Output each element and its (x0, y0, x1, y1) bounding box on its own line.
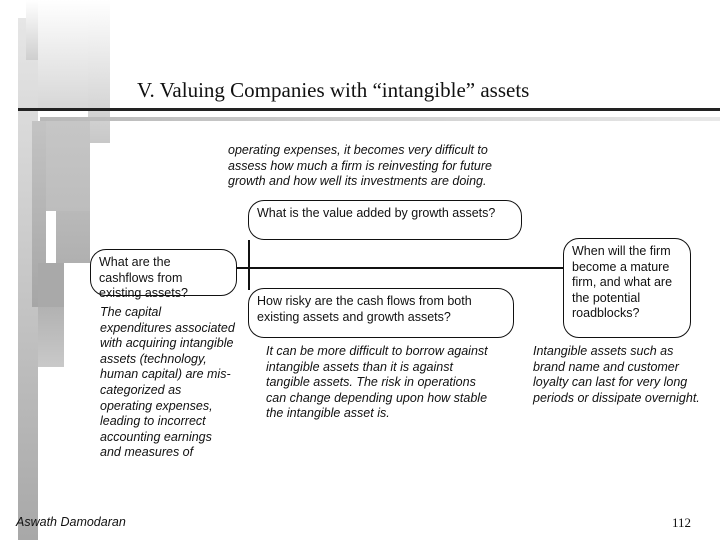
intro-note: operating expenses, it becomes very difficult to assess how much a firm is reinvesting for future growth and how well its investments are doing. (228, 143, 492, 189)
connector-line (248, 240, 250, 290)
title-divider (18, 108, 720, 111)
slide-title: V. Valuing Companies with “intangible” assets (137, 78, 530, 102)
title-underline-shadow (40, 117, 720, 121)
note-brand: Intangible assets such as brand name and customer loyalty can last for very long periods or dissipate overnight. (533, 344, 700, 405)
box-growth-value: What is the value added by growth assets? (248, 200, 522, 240)
decorative-bar (38, 307, 64, 367)
decorative-bar (56, 211, 90, 263)
decorative-bar (38, 0, 88, 108)
page-number: 112 (672, 515, 692, 530)
box-risk: How risky are the cash flows from both existing assets and growth assets? (248, 288, 514, 338)
note-borrowing: It can be more difficult to borrow against intangible assets than it is against tangible assets. The risk in operations can change depending upon how stable the intangible asset is. (266, 344, 488, 421)
decorative-bar (88, 0, 110, 143)
note-capex: The capital expenditures associated with acquiring intangible assets (technology, human capital) are mis-categorized as operating expenses, leading to incorrect accounting earnings and measures of (100, 305, 235, 460)
decorative-bar (38, 263, 64, 307)
footer-author: Aswath Damodaran (16, 515, 126, 529)
connector-line (236, 267, 565, 269)
box-existing-cashflows: What are the cashflows from existing assets? (90, 249, 237, 296)
decorative-bar (46, 121, 90, 211)
box-mature-firm: When will the firm become a mature firm, and what are the potential roadblocks? (563, 238, 691, 338)
